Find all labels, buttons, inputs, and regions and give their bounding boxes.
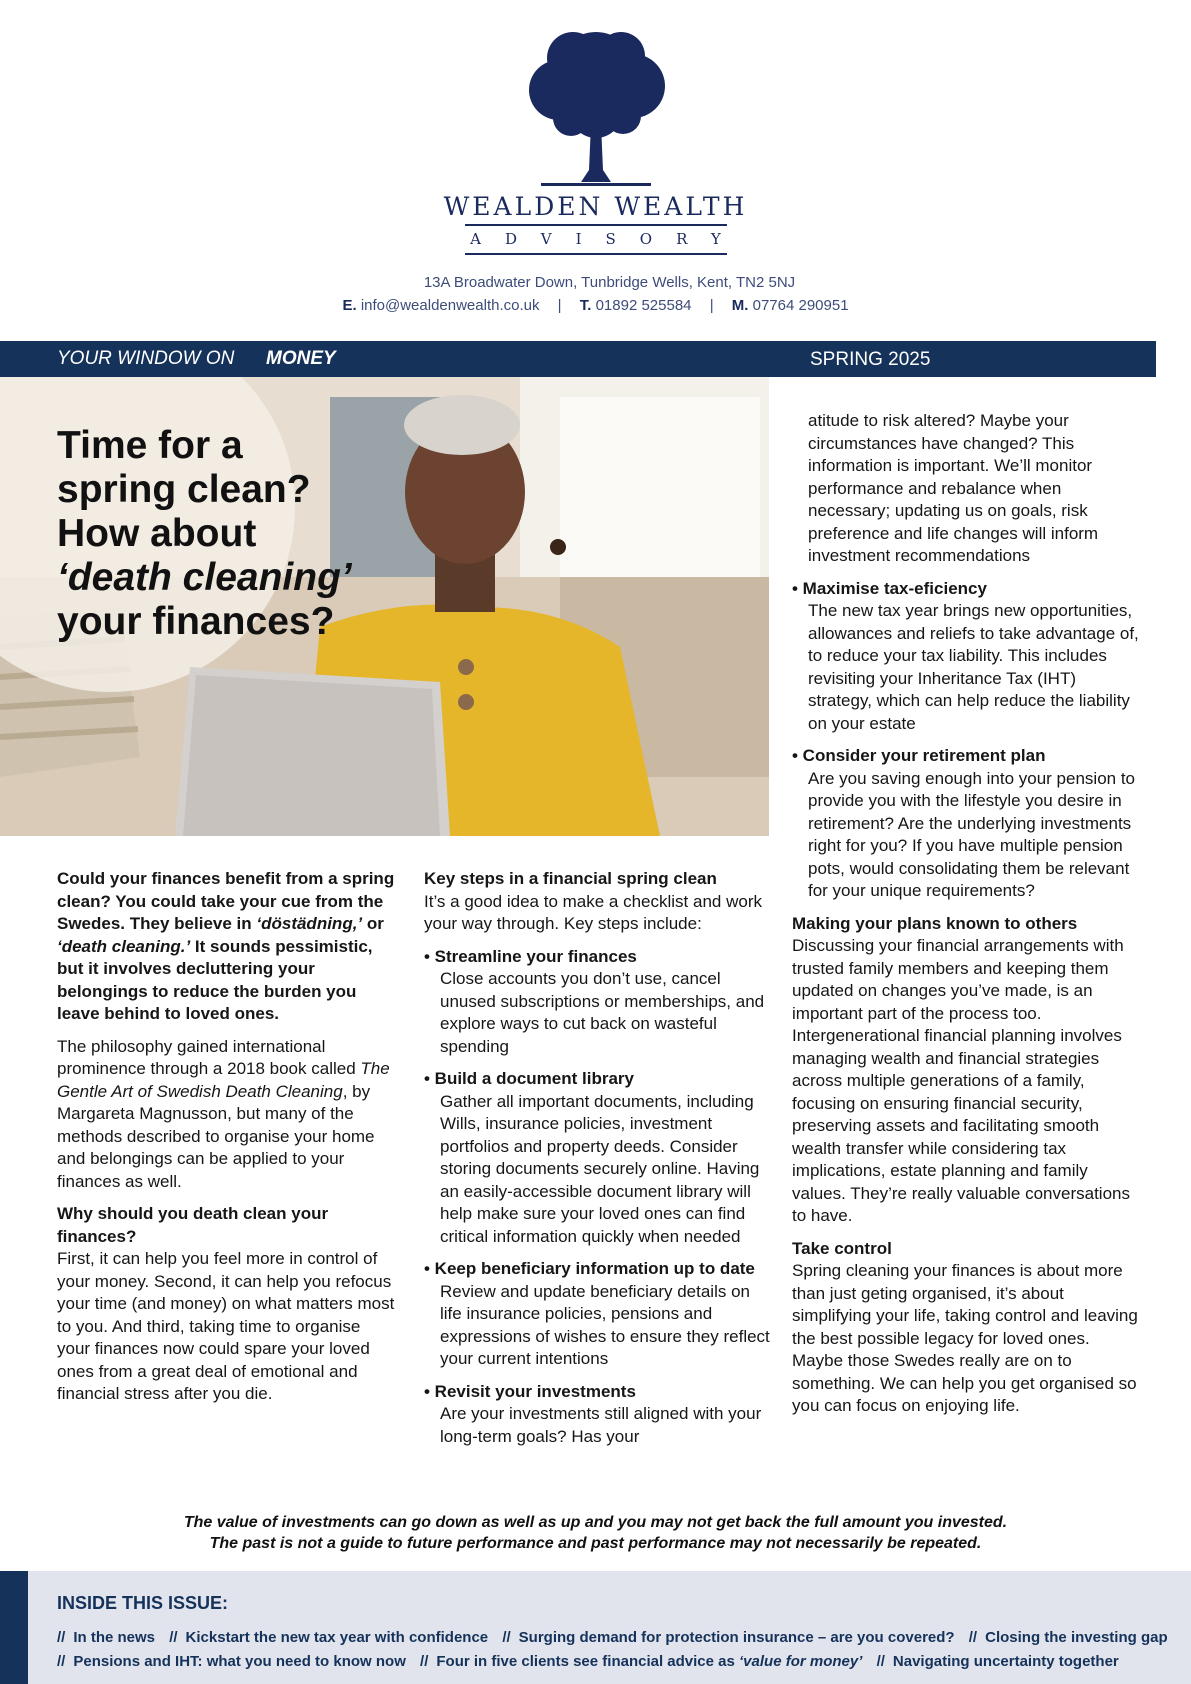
list-item-body: Are you saving enough into your pension to provide you with the lifestyle you desire in retirement? Are the underlying investments right for you? If you have multiple pension pots, would consolidating them be relevant for your unique requirements? (808, 768, 1136, 900)
issue-contents-row (57, 1629, 1178, 1646)
issue-item[interactable] (436, 1653, 862, 1670)
list-item-title: • Keep beneficiary information up to date (424, 1259, 755, 1278)
section-heading: Why should you death clean your finances? (57, 1204, 329, 1246)
headline-line: your finances? (57, 600, 335, 643)
separator: // (57, 1629, 66, 1646)
issue-item-text: ‘value for money’ (739, 1653, 863, 1670)
footer-title: INSIDE THIS ISSUE: (57, 1593, 229, 1613)
list-item (424, 946, 774, 1059)
section-why (57, 1203, 397, 1406)
list-item-title: • Streamline your finances (424, 946, 637, 966)
separator: // (57, 1653, 66, 1670)
separator: | (709, 297, 714, 314)
issue-item[interactable]: Closing the investing gap (985, 1629, 1168, 1646)
body-paragraph (57, 1036, 397, 1194)
list-item-body: Gather all important documents, including Wills, insurance policies, investment portfolios and property deeds. Consider storing documents securely online. Having an easily-accessible document library will help make sure your loved ones can find critical information quickly when needed (440, 1091, 760, 1246)
logo-name: WEALDEN WEALTH (443, 192, 748, 221)
contact-line (0, 297, 1191, 314)
section-heading: Take control (792, 1238, 892, 1258)
headline-line: How about (57, 512, 257, 555)
separator: // (502, 1629, 511, 1646)
list-item-body: The new tax year brings new opportunities, allowances and reliefs to take advantage of, to reduce your tax liability. This includes revisiting your Inheritance Tax (IHT) strategy, which can help reduce the liability on your estate (808, 601, 1139, 733)
book-title: The Gentle Art of Swedish Death Cleaning (57, 1059, 390, 1101)
risk-disclaimer (0, 1512, 1191, 1554)
phone-number[interactable]: 01892 525584 (595, 297, 692, 314)
list-item-body: Review and update beneficiary details on life insurance policies, pensions and expressions of wishes to ensure they reflect your current intentions (440, 1281, 770, 1368)
list-item-title: • Revisit your investments (424, 1381, 636, 1401)
continued-text: atitude to risk altered? Maybe your circumstances have changed? This information is important. We’ll monitor performance and rebalance when necessary; updating us on goals, risk preference and life changes will inform investment recommendations (808, 411, 1099, 565)
inside-this-issue (0, 1571, 1191, 1684)
intro-text: or (362, 914, 384, 933)
list-item (424, 1258, 774, 1371)
body-text: Spring cleaning your finances is about more than just geting organised, it’s about simplifying your life, taking control and leaving the best possible legacy for loved ones. Maybe those Swedes really are on to something. We can help you get organised so you can focus on enjoying life. (792, 1261, 1138, 1415)
list-item-title: • Maximise tax-eficiency (792, 578, 987, 598)
body-text: First, it can help you feel more in control of your money. Second, it can help you refocus your time (and money) on what matters most to you. And third, taking time to organise your finances now could spare your loved ones from a great deal of emotional and financial stress after you die. (57, 1249, 395, 1403)
article-column-2 (424, 868, 774, 1458)
issue-season: SPRING 2025 (810, 349, 931, 370)
list-item-title: • Build a document library (424, 1069, 634, 1088)
issue-item[interactable]: Surging demand for protection insurance – are you covered? (518, 1629, 955, 1646)
email-label: E. (342, 297, 357, 314)
intro-text: ‘death cleaning.’ (57, 936, 191, 956)
body-text: The philosophy gained international prominence through a 2018 book called (57, 1036, 361, 1078)
article-column-3 (792, 410, 1142, 1428)
intro-text: ‘döstädning,’ (256, 914, 363, 933)
banner-kicker-bold: MONEY (266, 348, 336, 369)
brand-logo (0, 20, 1191, 255)
intro-text: Could your finances benefit from a spring clean? You could take your cue from the Swedes. They believe in (57, 869, 395, 933)
issue-contents-row (57, 1653, 1129, 1670)
footer-accent-stripe (0, 1571, 28, 1684)
headline-line: Time for a (57, 424, 243, 467)
phone-label: T. (579, 297, 592, 314)
list-item (792, 578, 1142, 736)
intro-paragraph (57, 868, 397, 1026)
body-text: , by Margareta Magnusson, but many of the methods described to organise your home and belongings can be applied to your finances as well. (57, 1081, 375, 1191)
headline-line: ‘death cleaning’ (57, 556, 352, 599)
disclaimer-line: The value of investments can go down as well as up and you may not get back the full amount you invested. (183, 1514, 1008, 1531)
list-item-title: • Consider your retirement plan (792, 746, 1046, 765)
section-heading: Making your plans known to others (792, 913, 1078, 933)
issue-item[interactable]: Navigating uncertainty together (892, 1653, 1119, 1670)
list-item (792, 745, 1142, 903)
list-item-body: Close accounts you don’t use, cancel unused subscriptions or memberships, and explore ways to cut back on wasteful spending (440, 969, 765, 1056)
mobile-number[interactable]: 07764 290951 (752, 297, 849, 314)
separator: | (557, 297, 562, 314)
separator: // (876, 1653, 885, 1670)
issue-item[interactable]: Pensions and IHT: what you need to know now (73, 1653, 406, 1670)
list-item-body: Are your investments still aligned with your long-term goals? Has your (440, 1404, 762, 1446)
section-plans (792, 913, 1142, 1228)
tree-icon (511, 20, 681, 190)
section-key-steps (424, 868, 774, 936)
body-text: It’s a good idea to make a checklist and work your way through. Key steps include: (424, 891, 762, 933)
issue-item[interactable]: In the news (73, 1629, 156, 1646)
article-column-1 (57, 868, 397, 1416)
email-link[interactable]: info@wealdenwealth.co.uk (360, 297, 540, 314)
separator: // (169, 1629, 178, 1646)
section-control (792, 1238, 1142, 1418)
logo-underline (465, 253, 727, 255)
list-item (424, 1381, 774, 1449)
issue-item[interactable]: Kickstart the new tax year with confidence (185, 1629, 489, 1646)
list-item (424, 1068, 774, 1248)
separator: // (420, 1653, 429, 1670)
mobile-label: M. (731, 297, 749, 314)
section-heading: Key steps in a financial spring clean (424, 869, 717, 888)
logo-subtitle: ADVISORY (470, 230, 745, 248)
headline-line: spring clean? (57, 468, 311, 511)
banner-kicker: YOUR WINDOW ON (57, 348, 235, 369)
body-text: Discussing your financial arrangements with trusted family members and keeping them updated on changes you’ve made, is an important part of the process too. Intergenerational financial planning involves managing wealth and financial strategies across multiple generations of a family, focusing on ensuring financial security, preserving assets and facilitating smooth wealth transfer while considering tax implications, estate planning and family values. They’re really valuable conversations to have. (792, 936, 1130, 1225)
address: 13A Broadwater Down, Tunbridge Wells, Kent, TN2 5NJ (423, 274, 796, 291)
logo-divider (465, 224, 727, 226)
disclaimer-line: The past is not a guide to future performance and past performance may not necessarily be repeated. (209, 1535, 982, 1552)
page-headline (57, 424, 352, 644)
separator: // (968, 1629, 978, 1646)
issue-banner (0, 341, 1156, 377)
issue-item-text: Four in five clients see financial advice as (436, 1653, 740, 1670)
intro-text: It sounds pessimistic, but it involves decluttering your belongings to reduce the burden you leave behind to loved ones. (57, 936, 373, 1023)
